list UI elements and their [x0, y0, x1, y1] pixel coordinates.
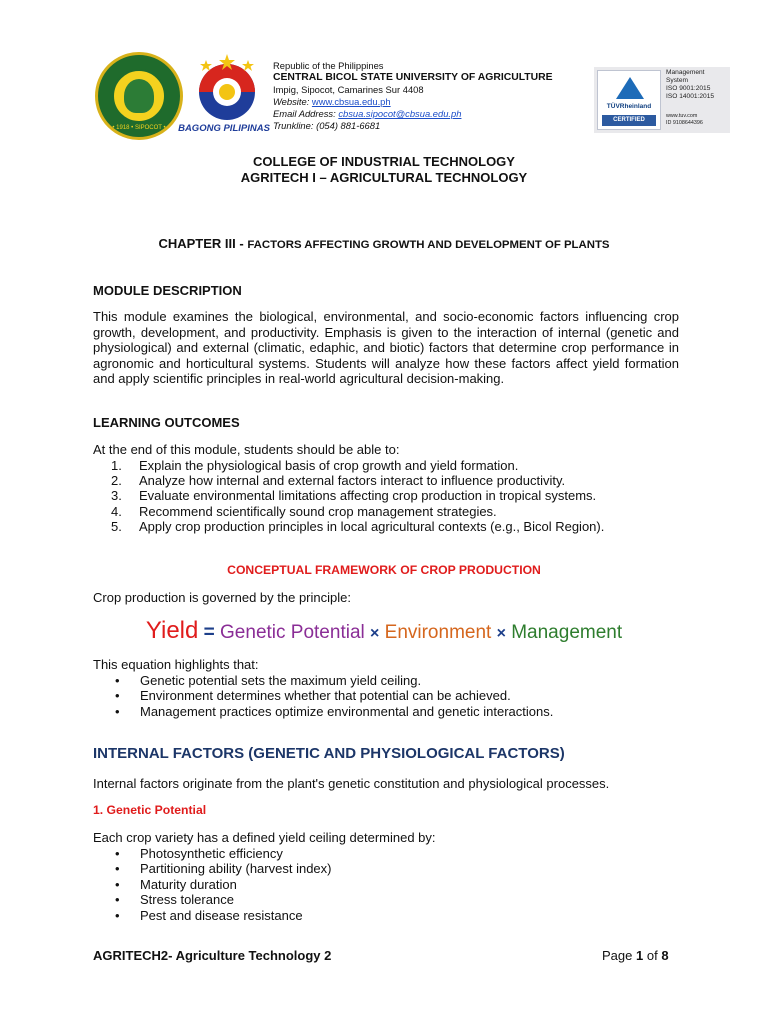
framework-intro: Crop production is governed by the principle:: [93, 590, 351, 605]
list-item: • Partitioning ability (harvest index): [115, 861, 332, 877]
tuv-website: www.tuv.com: [666, 113, 698, 119]
tuv-id: ID 9108644396: [666, 120, 703, 126]
footer-course: AGRITECH2- Agriculture Technology 2: [93, 948, 332, 963]
list-item: • Maturity duration: [115, 876, 237, 892]
tuv-name: TÜVRheinland: [606, 103, 652, 110]
internal-factors-intro: Internal factors originate from the plant's genetic constitution and physiological processes.: [93, 776, 610, 791]
chapter-name: FACTORS AFFECTING GROWTH AND DEVELOPMENT OF PLANTS: [247, 239, 610, 251]
list-item: • Photosynthetic efficiency: [115, 846, 283, 861]
internal-factors-heading: INTERNAL FACTORS (GENETIC AND PHYSIOLOGICAL FACTORS): [93, 745, 565, 762]
formula-management: Management: [511, 622, 623, 643]
formula-times: ×: [370, 625, 380, 642]
tuv-line: Management: [666, 69, 705, 76]
website-link[interactable]: www.cbsua.edu.ph: [311, 96, 391, 107]
list-item: 1. Explain the physiological basis of crop growth and yield formation.: [111, 458, 519, 473]
bagong-pilipinas-logo: [186, 52, 268, 122]
tuv-line: System: [666, 77, 688, 84]
university-seal-logo: [95, 52, 183, 140]
email-label: Email Address:: [273, 108, 336, 119]
chapter-title: [0, 236, 768, 251]
course-name: AGRITECH I – AGRICULTURAL TECHNOLOGY: [240, 170, 528, 185]
college-course-title: [0, 154, 768, 186]
formula-environment: Environment: [384, 622, 492, 643]
tuv-logo: [597, 70, 661, 130]
trunkline: Trunkline: (054) 881-6681: [273, 120, 381, 131]
list-item: 5. Apply crop production principles in local agricultural contexts (e.g., Bicol Region).: [111, 518, 605, 534]
tuv-certification-badge: [594, 67, 730, 133]
tuv-info: [666, 69, 714, 101]
organization-info: [273, 60, 553, 132]
seal-torch-icon: [124, 79, 154, 113]
page-number: Page 1 of 8: [602, 948, 669, 963]
tuv-certified-label: CERTIFIED: [602, 115, 656, 126]
module-description-text: This module examines the biological, environmental, and socio-economic factors influencing crop growth, development, and productivity. Emphasis is given to the interaction of internal (genetic and physiological) and external (climatic, edaphic, and biotic) factors that determine crop performance in agronomic and horticultural systems. Students will analyze how these factors affect yield formation and apply scientific principles in real-world agricultural decision-making.: [93, 309, 679, 386]
website-label: Website:: [273, 96, 310, 107]
tuv-line: ISO 14001:2015: [666, 93, 715, 100]
college-name: COLLEGE OF INDUSTRIAL TECHNOLOGY: [253, 154, 515, 169]
tuv-triangle-icon: [616, 77, 644, 99]
learning-outcomes-intro: At the end of this module, students should be able to:: [93, 442, 400, 457]
list-item: 4. Recommend scientifically sound crop management strategies.: [111, 503, 497, 519]
formula-yield: Yield: [145, 617, 199, 644]
genetic-potential-intro: Each crop variety has a defined yield ceiling determined by:: [93, 830, 436, 845]
formula-equals: =: [203, 622, 215, 643]
genetic-potential-heading: 1. Genetic Potential: [93, 803, 207, 817]
list-item: • Management practices optimize environmental and genetic interactions.: [115, 703, 554, 719]
tuv-small-info: [666, 113, 703, 127]
learning-outcomes-list: [111, 458, 604, 534]
list-item: • Pest and disease resistance: [115, 907, 303, 923]
republic-line: Republic of the Philippines: [273, 60, 384, 71]
list-item: 3. Evaluate environmental limitations affecting crop production in tropical systems.: [111, 488, 597, 504]
tuv-line: ISO 9001:2015: [666, 85, 711, 92]
university-name: CENTRAL BICOL STATE UNIVERSITY OF AGRICULTURE: [273, 72, 553, 83]
chapter-prefix: CHAPTER III -: [158, 236, 244, 251]
address-line: Impig, Sipocot, Camarines Sur 4408: [273, 84, 424, 95]
highlight-intro: This equation highlights that:: [93, 657, 259, 672]
formula-genetic: Genetic Potential: [220, 622, 365, 643]
framework-heading: CONCEPTUAL FRAMEWORK OF CROP PRODUCTION: [227, 563, 541, 577]
genetic-potential-list: [115, 846, 331, 923]
formula-times: ×: [496, 625, 506, 642]
yield-formula: [0, 617, 768, 645]
learning-outcomes-heading: LEARNING OUTCOMES: [93, 415, 240, 430]
list-item: • Genetic potential sets the maximum yield ceiling.: [115, 673, 422, 688]
bagong-pilipinas-text: BAGONG PILIPINAS: [178, 123, 270, 134]
list-item: • Environment determines whether that potential can be achieved.: [115, 688, 511, 704]
email-link[interactable]: cbsua.sipocot@cbsua.edu.ph: [338, 108, 462, 119]
framework-bullet-list: [115, 673, 553, 719]
seal-inner-ring: [112, 69, 166, 123]
list-item: 2. Analyze how internal and external factors interact to influence productivity.: [111, 473, 566, 489]
module-description-heading: MODULE DESCRIPTION: [93, 283, 242, 298]
list-item: • Stress tolerance: [115, 892, 234, 908]
seal-text: • 1918 • SIPOCOT •: [112, 125, 166, 131]
